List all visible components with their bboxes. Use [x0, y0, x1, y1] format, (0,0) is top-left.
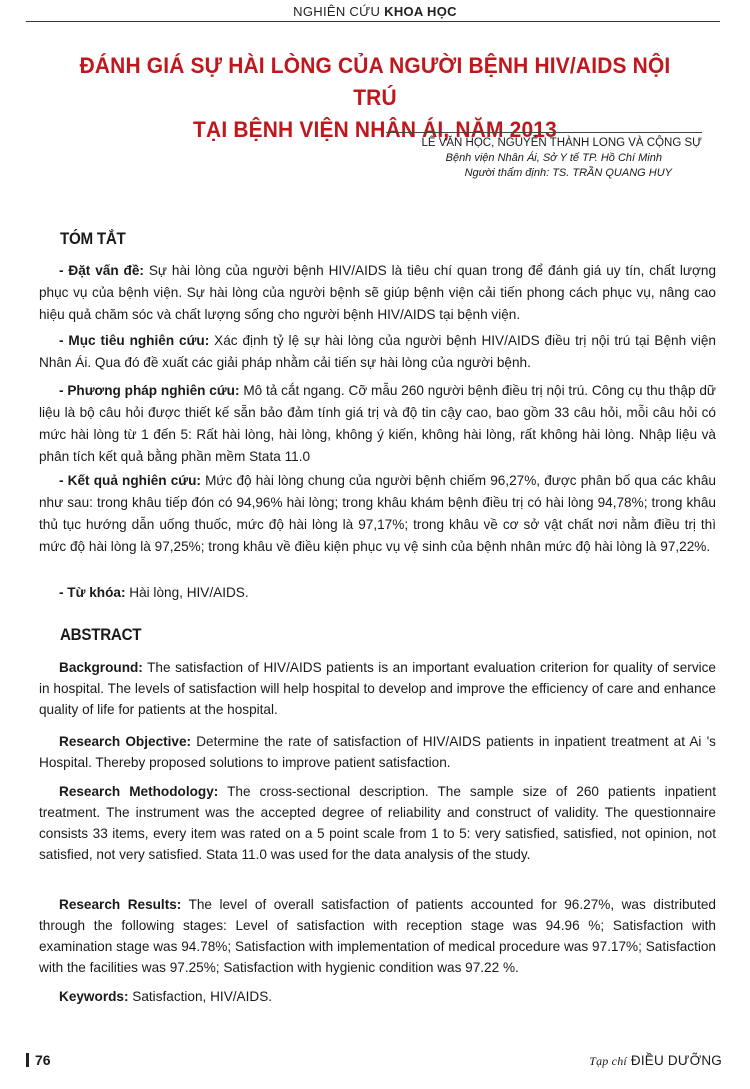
abstract-results-text: The level of overall satisfaction of patients accounted for 96.27%, was distributed through the following stages: Level of satisfaction with reception stage was 94.96 %; Satisfaction with examination stage was 94.78%; Satisfaction with implementation of medical procedure was 97.17%; Satisfaction with the facilities was 97.25%; Satisfaction with hygienic condition was 97.22 %.: [39, 897, 716, 975]
abstract-background-label: Background:: [59, 660, 143, 675]
title-line-1: ĐÁNH GIÁ SỰ HÀI LÒNG CỦA NGƯỜI BỆNH HIV/AIDS NỘI TRÚ: [79, 53, 671, 110]
summary-objective: [39, 330, 716, 374]
summary-methods-text: Mô tả cắt ngang. Cỡ mẫu 260 người bệnh điều trị nội trú. Công cụ thu thập dữ liệu là bộ câu hỏi được thiết kế sẵn bảo đảm tính giá trị và độ tin cậy cao, bao gồm 33 câu hỏi, mỗi câu hỏi có mức hài lòng từ 1 đến 5: Rất hài lòng, hài lòng, không ý kiến, không hài lòng, rất không hài lòng. Nhập liệu và phân tích kết quả bằng phần mềm Stata 11.0: [39, 383, 716, 464]
author-names: LÊ VĂN HỌC, NGUYỄN THÀNH LONG VÀ CỘNG SỰ: [421, 137, 702, 149]
summary-results-text: Mức độ hài lòng chung của người bệnh chiếm 96,27%, được phân bố qua các khâu như sau: trong khâu tiếp đón có 94,96% hài lòng; trong khâu khám bệnh điều trị có hài lòng 94,78%; trong khâu thủ tục hướng dẫn uống thuốc, mức độ hài lòng là 97,17%; trong khâu về cơ sở vật chất nơi nằm điều trị thì mức độ hài lòng là 97,25%; trong khâu về điều kiện phục vụ vệ sinh của bệnh nhân mức độ hài lòng là 97,22%.: [39, 473, 716, 554]
summary-background-label: - Đặt vấn đề:: [59, 263, 144, 278]
summary-keywords-label: - Từ khóa:: [59, 585, 126, 600]
section-label: NGHIÊN CỨU KHOA HỌC: [293, 4, 457, 19]
reviewer-line: Người thẩm định: TS. TRẦN QUANG HUY: [464, 167, 672, 179]
summary-results-label: - Kết quả nghiên cứu:: [59, 473, 201, 488]
abstract-keywords-label: Keywords:: [59, 989, 129, 1004]
abstract-background: [39, 657, 716, 720]
summary-methods: [39, 380, 716, 468]
summary-background: [39, 260, 716, 326]
title-line-2: TẠI BỆNH VIỆN NHÂN ÁI, NĂM 2013: [193, 117, 557, 142]
abstract-keywords-text: Satisfaction, HIV/AIDS.: [128, 989, 273, 1004]
summary-keywords-text: Hài lòng, HIV/AIDS.: [125, 585, 249, 600]
abstract-results: [39, 894, 716, 978]
abstract-methodology-text: The cross-sectional description. The sample size of 260 patients inpatient treatment. The instrument was the accepted degree of reliability and construct of validity. The questionnaire consists 33 items, every item was rated on a 5 point scale from 1 to 5: very satisfied, satisfied, not opinion, not satisfied, not very satisfied. Stata 11.0 was used for the data analysis of the study.: [39, 784, 716, 862]
author-block: [300, 136, 702, 181]
author-affiliation: Bệnh viện Nhân Ái, Sở Y tế TP. Hồ Chí Minh: [445, 152, 662, 164]
abstract-objective: [39, 731, 716, 773]
journal-title: ĐIỀU DƯỠNG: [630, 1053, 722, 1068]
abstract-objective-label: Research Objective:: [59, 734, 192, 749]
abstract-results-label: Research Results:: [59, 897, 182, 912]
summary-results: [39, 470, 716, 558]
abstract-heading: ABSTRACT: [60, 626, 142, 644]
summary-objective-label: - Mục tiêu nghiên cứu:: [59, 333, 210, 348]
summary-objective-text: Xác định tỷ lệ sự hài lòng của người bệnh HIV/AIDS điều trị nội trú tại Bệnh viện Nhân Ái. Qua đó đề xuất các giải pháp nhằm cải tiến sự hài lòng của người bệnh.: [39, 333, 716, 370]
authors-rule: [386, 132, 702, 133]
summary-heading: TÓM TẮT: [60, 230, 126, 248]
running-header: [0, 0, 750, 22]
abstract-methodology: [39, 781, 716, 865]
page-number: 76: [26, 1052, 51, 1068]
summary-background-text: Sự hài lòng của người bệnh HIV/AIDS là tiêu chí quan trong để đánh giá uy tín, chất lượng phục vụ của bệnh viện. Sự hài lòng của người bệnh sẽ giúp bệnh viện cải tiến phong cách phục vụ, nâng cao hiệu quả chăm sóc và chất lượng sống cho người bệnh HIV/AIDS tại bệnh viện.: [39, 263, 717, 322]
abstract-keywords: [39, 986, 716, 1007]
journal-prefix: Tạp chí: [589, 1054, 627, 1068]
abstract-background-text: The satisfaction of HIV/AIDS patients is an important evaluation criterion for quality of service in hospital. The levels of satisfaction will help hospital to develop and improve the efficiency of care and enhance quality of life for patients at the hospital.: [39, 660, 716, 717]
abstract-objective-text: Determine the rate of satisfaction of HIV/AIDS patients in inpatient treatment at Ai 's Hospital. Thereby proposed solutions to improve patient satisfaction.: [39, 734, 716, 770]
header-rule: [26, 21, 720, 22]
page-number-bar: [26, 1053, 29, 1067]
journal-name: [589, 1053, 722, 1069]
summary-keywords: [39, 582, 716, 604]
summary-methods-label: - Phương pháp nghiên cứu:: [59, 383, 240, 398]
abstract-methodology-label: Research Methodology:: [59, 784, 219, 799]
